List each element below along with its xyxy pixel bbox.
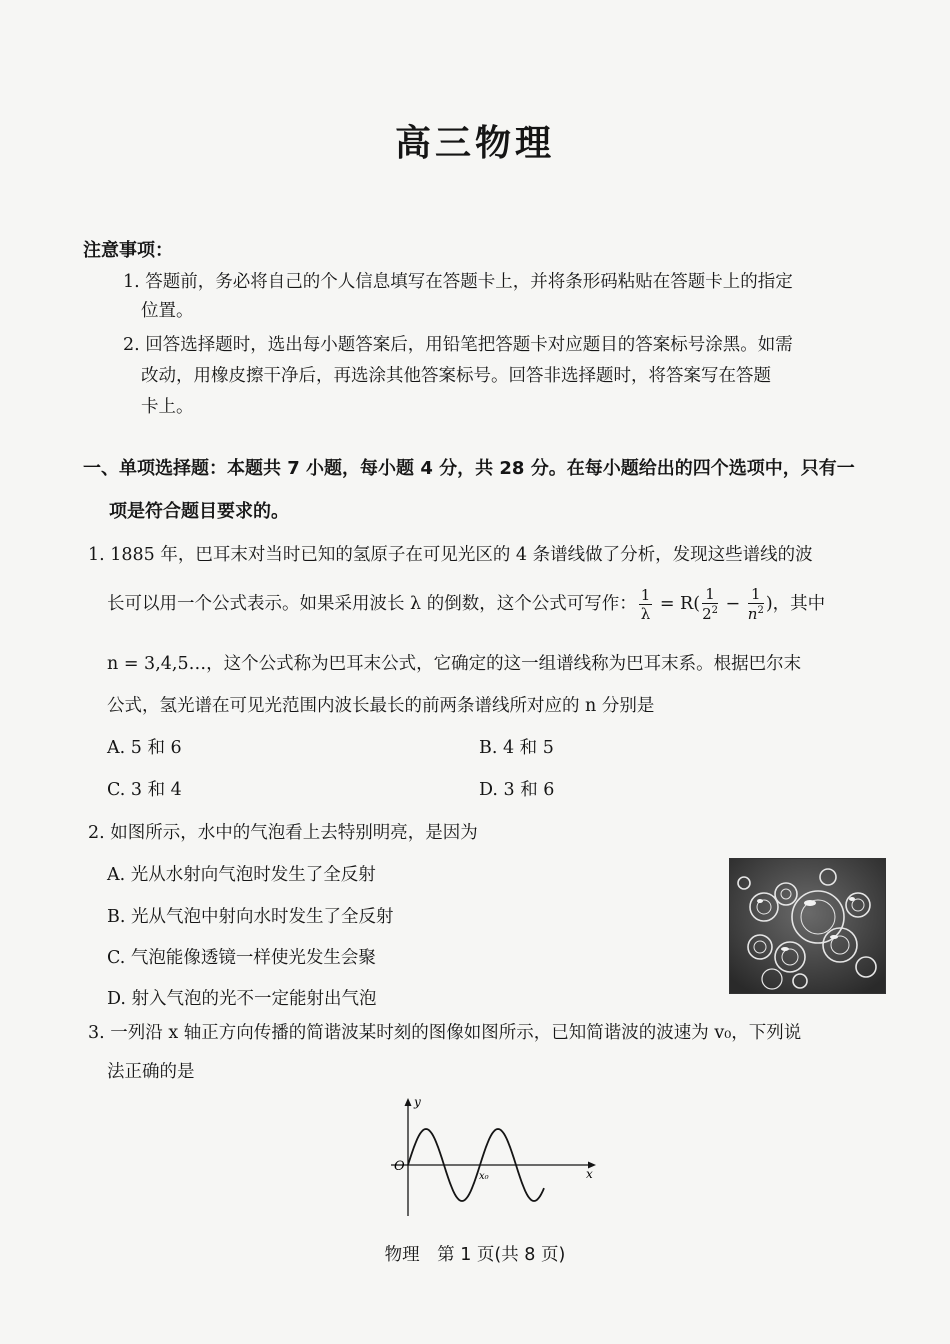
formula-fraction-lambda (639, 585, 653, 623)
wave-graph (388, 1090, 604, 1220)
q1-line-2-tail: ，其中 (772, 594, 826, 614)
y-axis-arrow (405, 1098, 412, 1106)
notice-item-2-line-3: 卡上。 (141, 397, 194, 417)
q2-option-b: B. 光从气泡中射向水时发生了全反射 (107, 907, 394, 927)
q1-line-2: 长可以用一个公式表示。如果采用波长 λ 的倒数，这个公式可写作： $\frac{1}{\lambda}$ = R( $\frac{1}{2^2}$ − $\frac{1}{n^2}$ )，其中 (107, 585, 826, 623)
notice-item-2-line-2: 改动，用橡皮擦干净后，再选涂其他答案标号。回答非选择题时，将答案写在答题 (141, 366, 771, 386)
q2-option-d: D. 射入气泡的光不一定能射出气泡 (107, 989, 377, 1009)
bubbles-photo (729, 858, 886, 994)
q1-option-c: C. 3 和 4 (107, 780, 182, 800)
notice-heading: 注意事项： (83, 240, 173, 261)
q1-line-3: n = 3,4,5…，这个公式称为巴耳末公式，它确定的这一组谱线称为巴耳末系。根据巴尔末 (107, 654, 802, 674)
page-title: 高三物理 (394, 123, 555, 164)
q1-line-1: 1. 1885 年，巴耳末对当时已知的氢原子在可见光区的 4 条谱线做了分析，发现这些谱线的波 (88, 545, 813, 565)
q1-line-4: 公式，氢光谱在可见光范围内波长最长的前两条谱线所对应的 n 分别是 (107, 696, 655, 716)
q1-option-b: B. 4 和 5 (479, 738, 554, 758)
notice-item-2-line-1: 2. 回答选择题时，选出每小题答案后，用铅笔把答题卡对应题目的答案标号涂黑。如需 (123, 335, 793, 355)
q3-line-1: 3. 一列沿 x 轴正方向传播的简谐波某时刻的图像如图所示，已知简谐波的波速为 v₀，下列说 (88, 1023, 802, 1043)
page-footer: 物理 第 1 页(共 8 页) (384, 1245, 566, 1265)
notice-item-1-line-2: 位置。 (141, 301, 194, 321)
formula-denominator: λ (640, 604, 651, 623)
formula-numerator: 1 (640, 585, 651, 604)
q3-line-2: 法正确的是 (107, 1062, 195, 1082)
section-heading-line-2: 项是符合题目要求的。 (109, 501, 289, 522)
formula-close-paren: ) (765, 594, 773, 614)
formula-equals-r: = R( (654, 594, 701, 614)
origin-label: O (394, 1159, 405, 1174)
q2-option-c: C. 气泡能像透镜一样使光发生会聚 (107, 948, 376, 968)
notice-item-1-line-1: 1. 答题前，务必将自己的个人信息填写在答题卡上，并将条形码粘贴在答题卡上的指定 (123, 272, 793, 292)
section-heading-line-1: 一、单项选择题：本题共 7 小题，每小题 4 分，共 28 分。在每小题给出的四个选项中，只有一 (83, 458, 855, 479)
q2-stem: 2. 如图所示，水中的气泡看上去特别明亮，是因为 (88, 823, 478, 843)
x0-label: x₀ (479, 1171, 489, 1182)
y-axis-label: y (414, 1095, 421, 1109)
formula-fraction-n: $\frac{1}{n^2}$ (747, 585, 764, 623)
x-axis-label: x (586, 1167, 593, 1181)
q1-option-a: A. 5 和 6 (107, 738, 182, 758)
formula-fraction-2: $\frac{1}{2^2}$ (702, 585, 718, 623)
q2-option-a: A. 光从水射向气泡时发生了全反射 (107, 865, 376, 885)
q1-option-d: D. 3 和 6 (479, 780, 555, 800)
q1-line-2-text: 长可以用一个公式表示。如果采用波长 λ 的倒数，这个公式可写作： (107, 594, 637, 614)
